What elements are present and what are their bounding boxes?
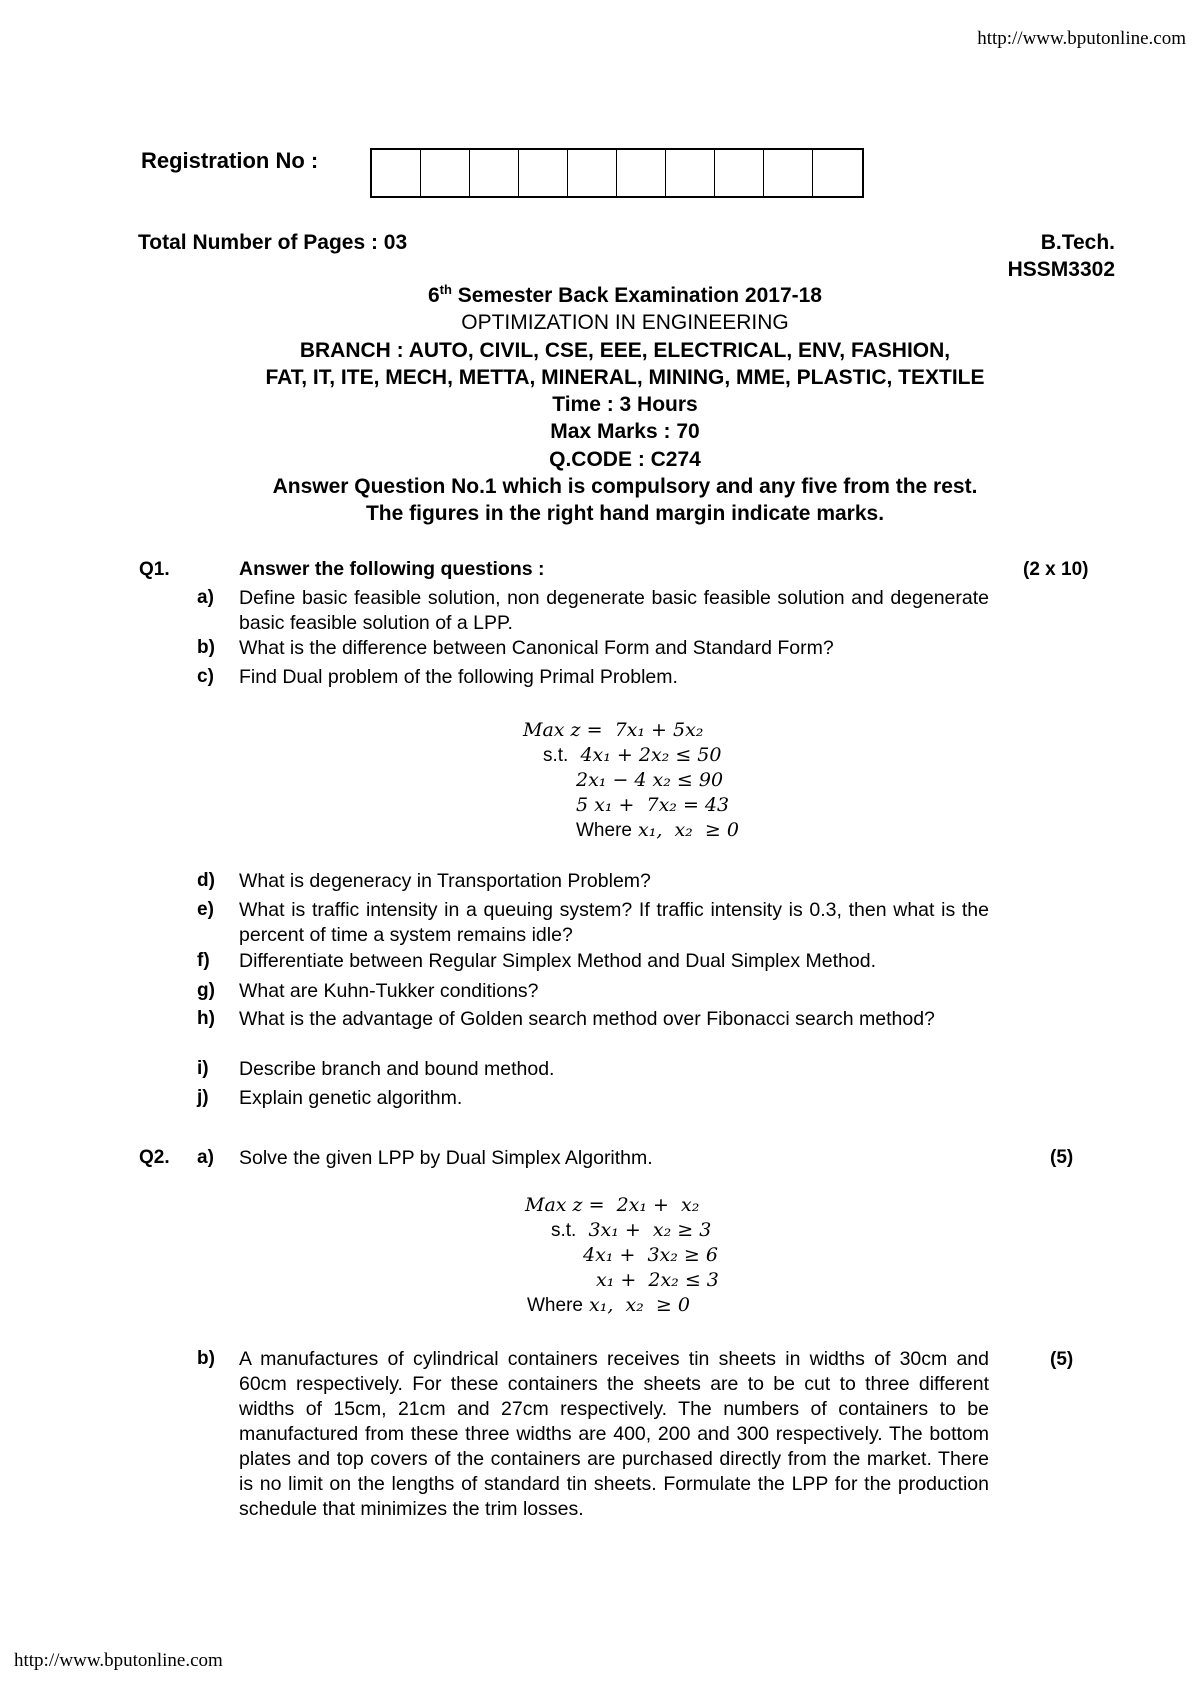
part-text: Define basic feasible solution, non degenerate basic feasible solution and degenerate basic feasible solution of a LPP. [239,587,989,634]
part-label: i) [197,1058,209,1079]
part-label: c) [197,666,214,687]
part-text: Find Dual problem of the following Primal Problem. [239,666,678,688]
registration-box [715,150,764,196]
footer-url[interactable]: http://www.bputonline.com [14,1650,223,1671]
part-text: What are Kuhn-Tukker conditions? [239,980,539,1002]
lpp-constraint-1: s.t. 3x₁ + x₂ ≥ 3 [551,1219,712,1241]
registration-boxes [370,148,864,198]
lpp-constraint-2: 4x₁ + 3x₂ ≥ 6 [583,1244,718,1266]
branch-line-1: BRANCH : AUTO, CIVIL, CSE, EEE, ELECTRICAL, ENV, FASHION, [299,338,951,362]
question-number: Q1. [139,559,170,580]
part-label: g) [197,980,215,1001]
part-label: a) [197,1147,214,1168]
subject-code: HSSM3302 [1007,258,1115,281]
question-title: Answer the following questions : [239,558,545,580]
branch-line-2: FAT, IT, ITE, MECH, METTA, MINERAL, MINING, MME, PLASTIC, TEXTILE [265,365,985,389]
registration-box [813,150,862,196]
part-text: What is the difference between Canonical Form and Standard Form? [239,637,834,659]
registration-box [666,150,715,196]
header-url[interactable]: http://www.bputonline.com [977,28,1186,49]
part-text: Describe branch and bound method. [239,1058,555,1080]
question-number: Q2. [139,1147,170,1168]
semester-line: 6th Semester Back Examination 2017-18 [427,282,822,307]
total-pages: Total Number of Pages : 03 [138,231,408,254]
question-marks: (2 x 10) [1023,559,1089,580]
registration-label: Registration No : [141,148,319,173]
part-label: j) [197,1087,209,1108]
course-name: B.Tech. [1040,231,1115,254]
part-label: b) [197,1348,215,1369]
lpp-constraint-3: x₁ + 2x₂ ≤ 3 [596,1269,719,1291]
part-text: Differentiate between Regular Simplex Method and Dual Simplex Method. [239,950,876,972]
part-label: d) [197,870,215,891]
max-marks: Max Marks : 70 [550,420,700,444]
part-text: What is degeneracy in Transportation Problem? [239,870,651,892]
registration-box [764,150,813,196]
part-marks: (5) [1050,1147,1074,1168]
part-text: Explain genetic algorithm. [239,1087,463,1109]
lpp-objective: Max z = 2x₁ + x₂ [525,1194,700,1216]
question-code: Q.CODE : C274 [549,447,701,471]
lpp-nonnegativity: Where x₁, x₂ ≥ 0 [576,819,739,841]
part-label: b) [197,637,215,658]
part-label: h) [197,1008,215,1029]
part-label: e) [197,899,214,920]
registration-box [470,150,519,196]
instruction-2: The figures in the right hand margin indicate marks. [365,502,885,526]
registration-box [617,150,666,196]
part-label: a) [197,587,214,608]
lpp-objective: Max z = 7x₁ + 5x₂ [523,719,704,741]
instruction-1: Answer Question No.1 which is compulsory and any five from the rest. [272,475,978,499]
part-label: f) [197,950,210,971]
lpp-nonnegativity: Where x₁, x₂ ≥ 0 [527,1294,690,1316]
registration-box [421,150,470,196]
exam-title-block [0,282,1200,528]
part-text: A manufactures of cylindrical containers receives tin sheets in widths of 30cm and 60cm respectively. For these containers the sheets are to be cut to three different widths of 15cm, 21cm and 27cm respectively. The numbers of containers to be manufactured from these three widths are 400, 200 and 300 respectively. The bottom plates and top covers of the containers are purchased directly from the market. There is no limit on the lengths of standard tin sheets. Formulate the LPP for the production schedule that minimizes the trim losses. [239,1348,989,1520]
lpp-constraint-3: 5 x₁ + 7x₂ = 43 [576,794,730,816]
part-text: Solve the given LPP by Dual Simplex Algorithm. [239,1147,653,1169]
exam-time: Time : 3 Hours [552,393,698,417]
part-marks: (5) [1050,1349,1074,1370]
registration-box [568,150,617,196]
registration-box [372,150,421,196]
registration-box [519,150,568,196]
subject-title: OPTIMIZATION IN ENGINEERING [461,311,789,335]
lpp-constraint-2: 2x₁ − 4 x₂ ≤ 90 [576,769,724,791]
lpp-constraint-1: s.t. 4x₁ + 2x₂ ≤ 50 [543,744,722,766]
part-text: What is traffic intensity in a queuing system? If traffic intensity is 0.3, then what is the percent of time a system remains idle? [239,899,989,946]
part-text: What is the advantage of Golden search method over Fibonacci search method? [239,1008,935,1030]
